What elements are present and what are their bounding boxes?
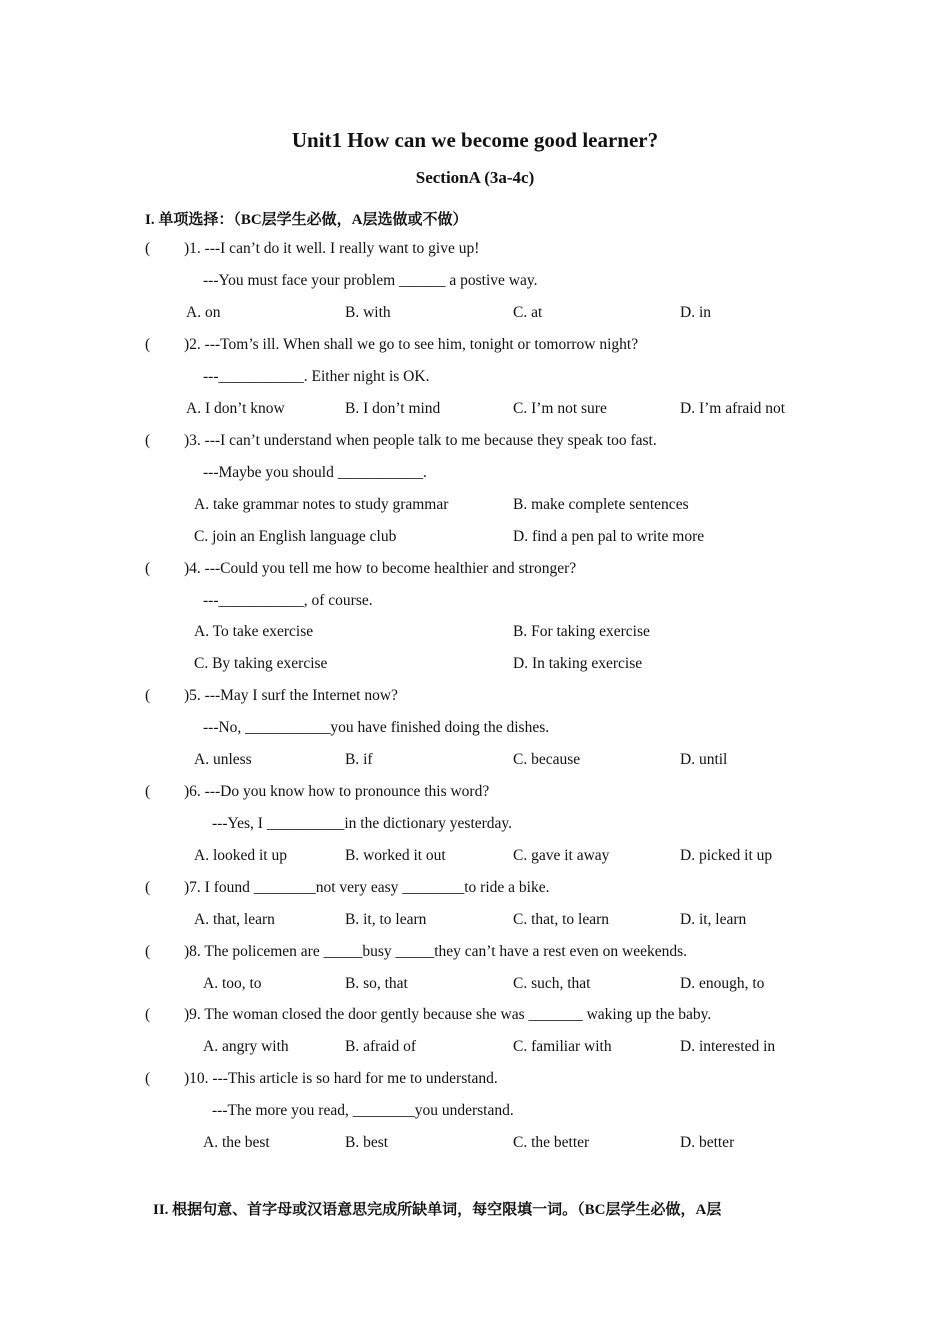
question-6-reply: ---Yes, I __________in the dictionary yesterday.	[212, 815, 513, 832]
question-10-option-c: C. the better	[513, 1134, 590, 1151]
question-9-option-b: B. afraid of	[345, 1038, 417, 1055]
question-4-stem: )4. ---Could you tell me how to become healthier and stronger?	[184, 560, 577, 577]
answer-paren: (	[145, 1006, 151, 1023]
question-10-option-d: D. better	[680, 1134, 735, 1151]
question-10-reply: ---The more you read, ________you understand.	[212, 1102, 514, 1119]
question-10-option-b: B. best	[345, 1134, 389, 1151]
answer-paren: (	[145, 943, 151, 960]
question-1-option-c: C. at	[513, 304, 543, 321]
question-9-option-d: D. interested in	[680, 1038, 776, 1055]
answer-paren: (	[145, 1070, 151, 1087]
answer-paren: (	[145, 336, 151, 353]
section-1-heading: I. 单项选择：（BC层学生必做，A层选做或不做）	[145, 212, 468, 228]
question-2-reply: ---___________. Either night is OK.	[203, 368, 430, 385]
question-4-option-c: C. By taking exercise	[194, 655, 328, 672]
question-8-option-b: B. so, that	[345, 975, 408, 992]
question-6-stem: )6. ---Do you know how to pronounce this word?	[184, 783, 490, 800]
question-9-option-a: A. angry with	[203, 1038, 289, 1055]
question-10-stem: )10. ---This article is so hard for me to understand.	[184, 1070, 498, 1087]
question-1-option-a: A. on	[186, 304, 221, 321]
question-1-stem: )1. ---I can’t do it well. I really want to give up!	[184, 240, 480, 257]
question-2-stem: )2. ---Tom’s ill. When shall we go to see him, tonight or tomorrow night?	[184, 336, 639, 353]
answer-paren: (	[145, 240, 151, 257]
question-8-option-d: D. enough, to	[680, 975, 765, 992]
page-subtitle: SectionA (3a-4c)	[415, 168, 535, 187]
question-2-option-a: A. I don’t know	[186, 400, 285, 417]
question-7-stem: )7. I found ________not very easy ________to ride a bike.	[184, 879, 550, 896]
question-8-option-c: C. such, that	[513, 975, 591, 992]
question-5-stem: )5. ---May I surf the Internet now?	[184, 687, 398, 704]
question-5-option-d: D. until	[680, 751, 728, 768]
question-5-reply: ---No, ___________you have finished doing the dishes.	[203, 719, 550, 736]
answer-paren: (	[145, 432, 151, 449]
question-6-option-d: D. picked it up	[680, 847, 773, 864]
section-2-heading: II. 根据句意、首字母或汉语意思完成所缺单词，每空限填一词。（BC层学生必做，A层	[153, 1202, 722, 1218]
question-4-option-a: A. To take exercise	[194, 623, 314, 640]
question-9-stem: )9. The woman closed the door gently because she was _______ waking up the baby.	[184, 1006, 712, 1023]
question-6-option-a: A. looked it up	[194, 847, 287, 864]
question-2-option-b: B. I don’t mind	[345, 400, 441, 417]
question-5-option-c: C. because	[513, 751, 581, 768]
question-9-option-c: C. familiar with	[513, 1038, 612, 1055]
question-3-option-c: C. join an English language club	[194, 528, 397, 545]
question-2-option-c: C. I’m not sure	[513, 400, 607, 417]
question-7-option-b: B. it, to learn	[345, 911, 427, 928]
question-3-stem: )3. ---I can’t understand when people talk to me because they speak too fast.	[184, 432, 657, 449]
answer-paren: (	[145, 879, 151, 896]
question-8-stem: )8. The policemen are _____busy _____they can’t have a rest even on weekends.	[184, 943, 688, 960]
answer-paren: (	[145, 560, 151, 577]
question-6-option-b: B. worked it out	[345, 847, 446, 864]
question-4-option-d: D. In taking exercise	[513, 655, 643, 672]
question-10-option-a: A. the best	[203, 1134, 270, 1151]
question-4-option-b: B. For taking exercise	[513, 623, 650, 640]
question-3-option-b: B. make complete sentences	[513, 496, 689, 513]
question-8-option-a: A. too, to	[203, 975, 262, 992]
question-1-option-b: B. with	[345, 304, 391, 321]
question-7-option-a: A. that, learn	[194, 911, 275, 928]
question-7-option-c: C. that, to learn	[513, 911, 609, 928]
question-1-reply: ---You must face your problem ______ a postive way.	[203, 272, 538, 289]
question-7-option-d: D. it, learn	[680, 911, 747, 928]
question-3-option-d: D. find a pen pal to write more	[513, 528, 705, 545]
question-4-reply: ---___________, of course.	[203, 592, 373, 609]
answer-paren: (	[145, 687, 151, 704]
question-5-option-a: A. unless	[194, 751, 252, 768]
question-5-option-b: B. if	[345, 751, 373, 768]
question-6-option-c: C. gave it away	[513, 847, 610, 864]
question-3-reply: ---Maybe you should ___________.	[203, 464, 427, 481]
answer-paren: (	[145, 783, 151, 800]
question-1-option-d: D. in	[680, 304, 711, 321]
question-3-option-a: A. take grammar notes to study grammar	[194, 496, 449, 513]
page-title: Unit1 How can we become good learner?	[291, 128, 659, 152]
question-2-option-d: D. I’m afraid not	[680, 400, 786, 417]
